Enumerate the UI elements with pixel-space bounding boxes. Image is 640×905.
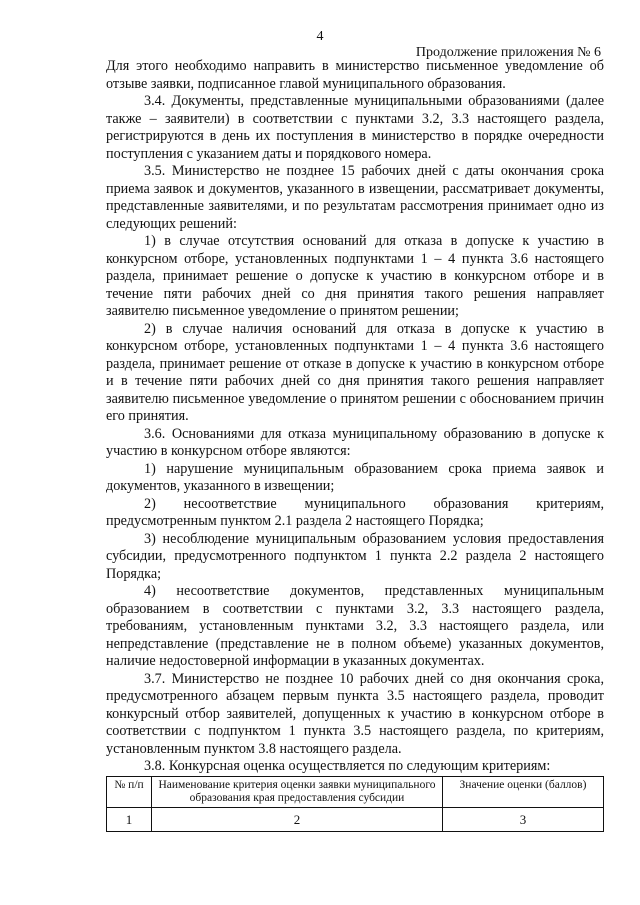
table-cell: 1 [107,808,152,832]
table-row [107,808,604,832]
paragraph-3-6-item-3: 3) несоблюдение муниципальным образованием условия предоставления субсидии, предусмотренного подпунктом 1 пункта 2.2 раздела 2 настоящего Порядка; [106,530,604,582]
paragraph-continuation: Для этого необходимо направить в министерство письменное уведомление об отзыве заявки, подписанное главой муниципального образования. [106,58,604,92]
column-header-number: № п/п [107,777,152,808]
criteria-table [106,776,604,832]
page-number: 4 [316,29,324,44]
paragraph-3-6-item-1: 1) нарушение муниципальным образованием срока приема заявок и документов, указанного в извещении; [106,460,604,494]
paragraph-3-6-item-2: 2) несоответствие муниципального образования критериям, предусмотренным пунктом 2.1 раздела 2 настоящего Порядка; [106,495,604,529]
table-header-row [107,777,604,808]
paragraph-3-8: 3.8. Конкурсная оценка осуществляется по следующим критериям: [144,758,551,774]
document-body [106,58,604,776]
paragraph-3-4: 3.4. Документы, представленные муниципальными образованиями (далее также – заявители) в соответствии с пунктами 3.2, 3.3 настоящего раздела, регистрируются в день их поступления в министерство в порядке очередности поступления с указанием даты и порядкового номера. [106,93,604,162]
paragraph-3-6-item-4: 4) несоответствие документов, представленных муниципальным образованием в соответствии с пунктами 3.2, 3.3 настоящего раздела, требованиям, установленным пунктами 3.2, 3.3 настоящего раздела, или непредставление (представление не в полном объеме) указанных документов, наличие недостоверной информации в указанных документах. [106,583,604,669]
paragraph-3-5: 3.5. Министерство не позднее 15 рабочих дней с даты окончания срока приема заявок и документов, указанного в извещении, рассматривает документы, представленные заявителями, и по результатам рассмотрения принимает одно из следующих решений: [106,163,604,232]
column-header-score: Значение оценки (баллов) [443,777,604,808]
table-cell: 2 [152,808,443,832]
continuation-caption: Продолжение приложения № 6 [415,45,601,60]
paragraph-3-6: 3.6. Основаниями для отказа муниципальному образованию в допуске к участию в конкурсном отборе являются: [106,425,604,459]
paragraph-3-5-item-1: 1) в случае отсутствия оснований для отказа в допуске к участию в конкурсном отборе, установленных подпунктами 1 – 4 пункта 3.6 настоящего раздела, принимает решение о допуске к участию в конкурсном отборе и в течение пяти рабочих дней со дня принятия такого решения направляет заявителю письменное уведомление о принятом решении; [106,233,604,319]
paragraph-3-7: 3.7. Министерство не позднее 10 рабочих дней со дня окончания срока, предусмотренного абзацем первым пункта 3.5 настоящего раздела, проводит конкурсный отбор заявителей, допущенных к участию в конкурсном отборе в соответствии с подпунктом 1 пункта 3.5 настоящего раздела, по критериям, установленным пунктом 3.8 настоящего раздела. [106,670,604,757]
column-header-criterion: Наименование критерия оценки заявки муниципального образования края предоставления субсидии [152,777,443,808]
paragraph-3-5-item-2: 2) в случае наличия оснований для отказа в допуске к участию в конкурсном отборе, установленных подпунктами 1 – 4 пункта 3.6 настоящего раздела, принимает решение от отказе в допуске к участию в конкурсном отборе и в течение пяти рабочих дней со дня принятия такого решения направляет заявителю письменное уведомление о принятом решении с обоснованием причин его принятия. [106,320,604,424]
table-cell: 3 [443,808,604,832]
